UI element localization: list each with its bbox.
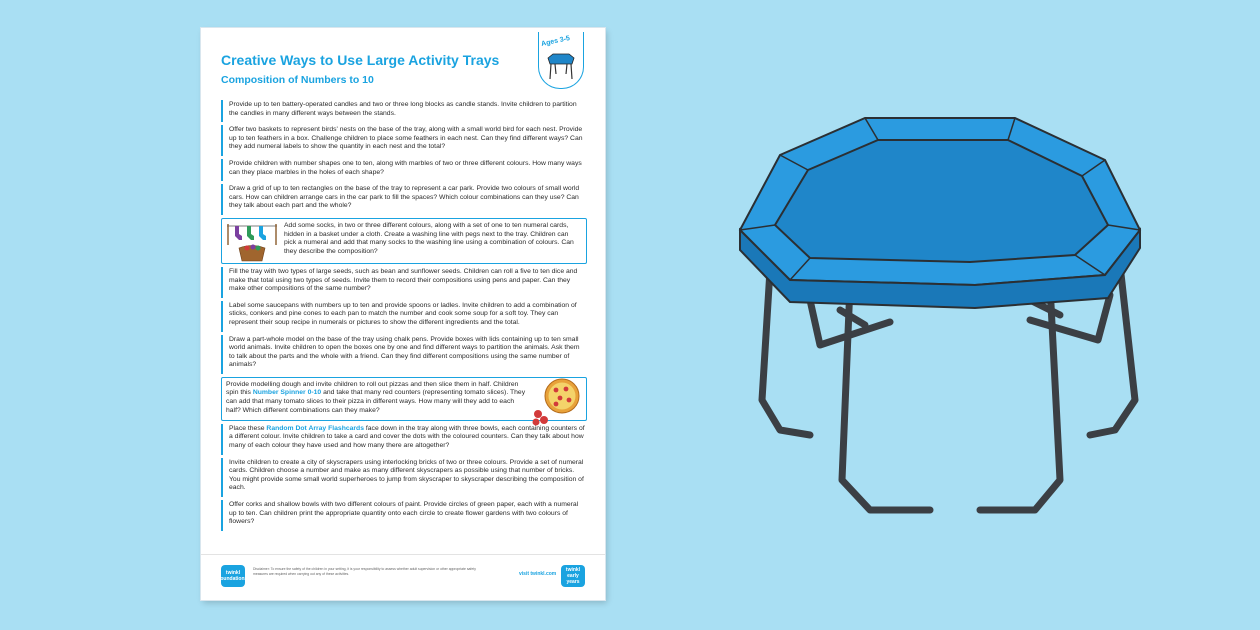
page-subtitle: Composition of Numbers to 10 — [221, 74, 374, 86]
dot-array-flashcards-link[interactable]: Random Dot Array Flashcards — [266, 424, 364, 432]
activity-item — [221, 267, 587, 298]
activity-text: Provide children with number shapes one to ten, along with marbles of two or three different colours. How many ways can they place marbles in the holes of each shape? — [229, 159, 582, 176]
activity-text-end: and take that many red counters (representing tomato slices). They can add that many tomato slices to their pizza in different ways. How many will they add to each half? Which different combinations can they make? — [226, 389, 526, 414]
age-badge-label: Ages 3-5 — [540, 35, 571, 48]
activity-item — [221, 458, 587, 497]
logo-right-label: twinkl early years — [565, 567, 581, 585]
activity-text: Provide up to ten battery-operated candles and two or three long blocks as candle stands. Invite children to partition the candles in many different ways between the stands. — [229, 101, 577, 117]
activity-item — [221, 424, 587, 455]
activity-item — [221, 500, 587, 531]
twinkl-early-years-logo — [561, 565, 585, 587]
worksheet-footer — [201, 554, 605, 600]
activity-item — [221, 301, 587, 332]
activity-item — [221, 184, 587, 215]
activity-text: Draw a grid of up to ten rectangles on the base of the tray to represent a car park. Provide two colours of small world cars. How can children arrange cars in the car park to fill the spaces? Which colour combinations can they use? Can they talk about each part and the whole? — [229, 185, 580, 210]
page-title: Creative Ways to Use Large Activity Trays — [221, 52, 500, 68]
activity-tray-illustration — [730, 100, 1150, 530]
activity-text: Offer two baskets to represent birds' nests on the base of the tray, along with a small world bird for each nest. Provide up to ten feathers in a box. Challenge children to place some feathers in each nest. Can they find different ways? Can they add numeral labels to show the quantity in each nest and the total? — [229, 126, 583, 151]
activity-list — [221, 100, 587, 534]
activity-text-start: Provide modelling dough and invite children to roll out pizzas and then slice them in half. Children spin this — [226, 380, 519, 397]
activity-text: Fill the tray with two types of large seeds, such as bean and sunflower seeds. Children can roll a five to ten dice and make that total using two types of seeds. Invite them to record their compositions using pens and paper. Can they make other compositions of the same number? — [229, 267, 578, 293]
activity-item — [221, 335, 587, 374]
pizza-icon — [530, 376, 584, 426]
activity-text: Label some saucepans with numbers up to ten and provide spoons or ladles. Invite children to add a combination of sticks, conkers and pine cones to each pan to match the number and cook some soup for a soft toy. They can represent their soup recipe in numerals or pictures to show the different ingredients and the total. — [229, 301, 577, 326]
number-spinner-link[interactable]: Number Spinner 0-10 — [252, 389, 322, 397]
logo-left-label: twinkl foundations — [218, 570, 248, 582]
site-url[interactable]: visit twinkl.com — [519, 571, 557, 577]
activity-item — [221, 100, 587, 122]
activity-text: Invite children to create a city of skyscrapers using interlocking bricks of two or three colours. Provide a set of numeral cards. Children choose a number and make as many different skyscrapers as possible using that number of bricks. You might provide some small world superheroes to jump from skyscraper to skyscraper describing the composition of each. — [229, 458, 584, 492]
activity-text-end: face down in the tray along with three bowls, each containing counters of a different colour. Invite children to take a card and cover the dots with the coloured counters. Can they talk about how many of each colour they have used and how many there are altogether? — [229, 424, 585, 450]
activity-text: Add some socks, in two or three different colours, along with a set of one to ten numeral cards, hidden in a basket under a cloth. Create a washing line with pegs next to the tray. Children can pick a numeral and add that many socks to the washing line using a combination of colours. Can they describe the composition? — [284, 221, 574, 255]
activity-item-socks — [221, 218, 587, 264]
tray-badge-icon — [545, 52, 577, 82]
safety-disclaimer: Disclaimer: To ensure the safety of the children in your setting, it is your responsibility to assess whether adult supervision or other appropriate safety measures are required when carrying out any of these activities. — [253, 567, 476, 576]
washing-line-socks-icon — [225, 221, 279, 263]
activity-text-start: Place these — [229, 424, 267, 432]
activity-text: Offer corks and shallow bowls with two different colours of paint. Provide circles of green paper, each with a numeral up to ten. Can children print the appropriate quantity onto each circle to create flower gardens with two colours of flowers? — [229, 501, 579, 526]
age-badge — [538, 32, 584, 89]
activity-item — [221, 125, 587, 156]
activity-text: Draw a part-whole model on the base of the tray using chalk pens. Provide boxes with lids containing up to ten small world animals. Invite children to open the boxes one by one and find different ways to partition the animals. Ask them to talk about the parts and the whole with a friend. Can they find different compositions using the same number of animals? — [229, 335, 580, 369]
twinkl-foundations-logo — [218, 565, 248, 587]
activity-item-pizza — [221, 377, 587, 421]
activity-worksheet — [201, 28, 605, 600]
activity-item — [221, 159, 587, 181]
